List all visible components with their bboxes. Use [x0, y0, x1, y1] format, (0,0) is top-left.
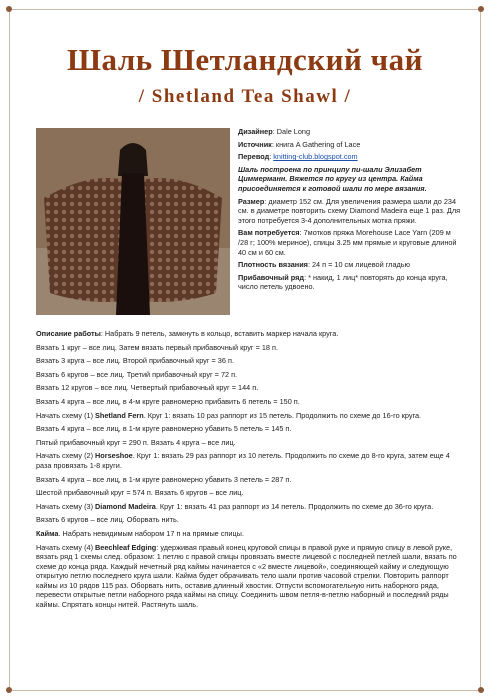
chart-3-line: Начать схему (3) Diamond Madeira. Круг 1: вязать 41 раз раппорт из 14 петель. Продолжить по схеме до 36-го круга. — [36, 501, 434, 511]
edging-line: Кайма. Набрать невидимым набором 17 п на прямые спицы. — [36, 528, 244, 538]
instructions — [36, 329, 464, 614]
translation-link[interactable]: knitting-club.blogspot.com — [273, 152, 358, 162]
instruction-line: Вязать 6 кругов – все лиц. Оборвать нить. — [36, 515, 179, 525]
instruction-line: Вязать 6 кругов – все лиц. Третий прибавочный круг = 72 п. — [36, 369, 238, 379]
materials-line: Вам потребуется: 7мотков пряжа Morehouse Lace Yarn (209 м /28 г; 100% мериное), спицы 3.25 мм прямые и круговые длиной 40 см и 60 см. — [238, 228, 457, 257]
corner-ornament — [478, 6, 484, 12]
corner-ornament — [6, 687, 12, 693]
instruction-line: Вязать 4 круга – все лиц, в 1-м круге равномерно убавить 5 петель = 145 п. — [36, 424, 292, 434]
instruction-line: Вязать 4 круга – все лиц, в 4-м круге равномерно прибавить 6 петель = 150 п. — [36, 396, 300, 406]
instruction-line: Вязать 4 круга – все лиц, в 1-м круге равномерно убавить 3 петель = 287 п. — [36, 474, 292, 484]
designer-line: Дизайнер: Dale Long — [238, 127, 311, 136]
gauge-line: Плотность вязания: 24 п = 10 см лицевой гладью — [238, 260, 411, 270]
chart-1-line: Начать схему (1) Shetland Fern. Круг 1: вязать 10 раз раппорт из 15 петель. Продолжить по схеме до 16-го круга. — [36, 410, 422, 420]
title-russian: Шаль Шетландский чай — [67, 42, 423, 77]
translation-line: Перевод: knitting-club.blogspot.com — [238, 152, 358, 162]
shawl-photo — [36, 128, 230, 315]
instruction-line: Вязать 1 круг – все лиц. Затем вязать первый прибавочный круг = 18 п. — [36, 342, 278, 352]
increase-line: Прибавочный ряд: * накид, 1 лиц* повторять до конца круга, число петель удвоено. — [238, 272, 448, 292]
instruction-line: Шестой прибавочный круг = 574 п. Вязать 6 кругов – все лиц. — [36, 488, 244, 498]
instruction-line: Вязать 12 кругов – все лиц. Четвертый прибавочный круг = 144 п. — [36, 383, 259, 393]
chart-4-line: Начать схему (4) Beechleaf Edging: удерживая правый конец круговой спицы в правой руке и прямую спицу в левой руке, вязать ряд 1 схемы след. образом: 1 петлю с правой спицы провязать вместе лицевой с последней петлей шали, вязать по схеме до конца ряда. Каждый нечетный ряд каймы начинается с «2 вместе лицевой», соединяющей кайму и следующую открытую петлю последнего круга шали. Кайма будет обрачивать тело шали против часовой стрелки. Повторить раппорт каймы из 10 рядов 115 раз. Оборвать нить, оставив длинный хвостик. Отпусти вспомогательную нить наборного ряда, перевести открытые петли наборного ряда каймы на спицу. Соединить швом петля-в-петлю наборный и последний ряды каймы. Спрятать концы нитей. Растянуть шаль. — [36, 542, 457, 610]
title-english: / Shetland Tea Shawl / — [138, 86, 352, 107]
instruction-line: Пятый прибавочный круг = 290 п. Вязать 4 круга – все лиц. — [36, 437, 236, 447]
intro-text: Шаль построена по принципу пи-шали Элизабет Циммерманн. Вяжется по кругу из центра. Кайма присоединяется к готовой шали по мере вязания. — [238, 164, 427, 193]
chart-2-line: Начать схему (2) Horseshoe. Круг 1: вязать 29 раз раппорт из 10 петель. Продолжить по схеме до 8-го круга, затем еще 4 раза провязать 1-8 круги. — [36, 451, 450, 470]
size-line: Размер: диаметр 152 см. Для увеличения размера шали до 234 см. в диаметре повторить схему Diamond Madeira еще 1 раз. Для этого потребуется 3-4 дополнительных мотка пряжи. — [238, 196, 461, 225]
instruction-line: Вязать 3 круга – все лиц. Второй прибавочный круг = 36 п. — [36, 356, 234, 366]
corner-ornament — [6, 6, 12, 12]
info-column — [238, 127, 462, 295]
corner-ornament — [478, 687, 484, 693]
source-line: Источник: книга A Gathering of Lace — [238, 139, 361, 149]
work-description: Описание работы: Набрать 9 петель, замкнуть в кольцо, вставить маркер начала круга. — [36, 329, 339, 338]
